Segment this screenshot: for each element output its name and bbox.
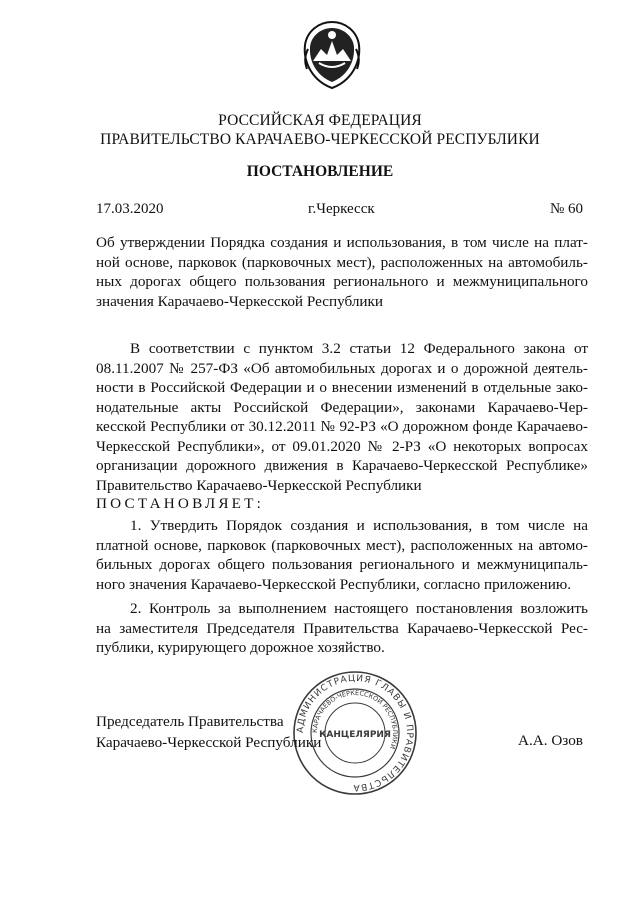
signatory-name: А.А. Озов (518, 732, 583, 749)
document-subject (96, 233, 588, 311)
item-line: бильных дорогах общего пользования регионального и межмуниципаль- (96, 556, 588, 573)
document-number: № 60 (550, 201, 584, 217)
item-line: 2. Контроль за выполнением настоящего постановления возложить (130, 600, 588, 617)
item-1 (96, 516, 588, 594)
item-line: ного значения Карачаево-Черкесской Республики, согласно приложению. (96, 575, 572, 593)
stamp-outer-text: АДМИНИСТРАЦИЯ ГЛАВЫ И ПРАВИТЕЛЬСТВА (295, 673, 415, 793)
stamp-center-text: КАНЦЕЛЯРИЯ (319, 730, 391, 740)
coat-of-arms-icon (299, 19, 365, 91)
item-line: на заместителя Председателя Правительства Карачаево-Черкесской Рес- (96, 619, 588, 637)
header-line2: ПРАВИТЕЛЬСТВО КАРАЧАЕВО-ЧЕРКЕССКОЙ РЕСПУБЛИКИ (100, 131, 540, 148)
subject-line: Об утверждении Порядка создания и использования, в том числе на плат- (96, 234, 588, 251)
signature-title-line: Карачаево-Черкесской Республики (96, 734, 322, 751)
signature-title-line: Председатель Правительства (96, 713, 284, 730)
stamp-inner-text: КАРАЧАЕВО-ЧЕРКЕССКОЙ РЕСПУБЛИКИ (310, 688, 400, 751)
item-line: 1. Утвердить Порядок создания и использования, в том числе на (130, 517, 588, 534)
signature-title (96, 711, 321, 753)
header-line1: РОССИЙСКАЯ ФЕДЕРАЦИЯ (218, 112, 422, 129)
preamble-line: организации дорожного движения в Карачаево-Черкесской Республике» (96, 457, 588, 474)
item-line: публики, курирующего дорожное хозяйство. (96, 639, 385, 656)
document-type: ПОСТАНОВЛЕНИЕ (246, 163, 394, 180)
preamble-line: 08.11.2007 № 257-ФЗ «Об автомобильных дорогах и о дорожной деятель- (96, 359, 588, 377)
subject-line: ной основе, парковок (парковочных мест), расположенных на автомобиль- (96, 253, 588, 271)
preamble-line: В соответствии с пунктом 3.2 статьи 12 Федерального закона от (130, 340, 588, 357)
document-city: г.Черкесск (308, 201, 375, 217)
subject-line: значения Карачаево-Черкесской Республики (96, 292, 384, 310)
preamble-line: нодательные акты Российской Федерации», законами Карачаево-Чер- (96, 398, 588, 416)
subject-line: ных дорогах общего пользования регионального и межмуниципального (96, 273, 588, 290)
document-date: 17.03.2020 (96, 201, 164, 217)
resolves-heading: ПОСТАНОВЛЯЕТ: (96, 495, 265, 512)
item-line: платной основе, парковок (парковочных мест), расположенных на автомо- (96, 536, 588, 554)
preamble-line: ности в Российской Федерации и о внесении изменений в отдельные зако- (96, 379, 588, 396)
preamble-line: Черкесской Республики», от 09.01.2020 № 2-РЗ «О некоторых вопросах (96, 437, 588, 455)
item-2 (96, 599, 588, 658)
preamble (96, 339, 588, 495)
svg-text:КАРАЧАЕВО-ЧЕРКЕССКОЙ РЕСПУБЛИК (311, 689, 399, 750)
preamble-line: Правительство Карачаево-Черкесской Республики (96, 476, 422, 494)
preamble-line: кесской Республики от 30.12.2011 № 92-РЗ «О дорожном фонде Карачаево- (96, 418, 588, 435)
